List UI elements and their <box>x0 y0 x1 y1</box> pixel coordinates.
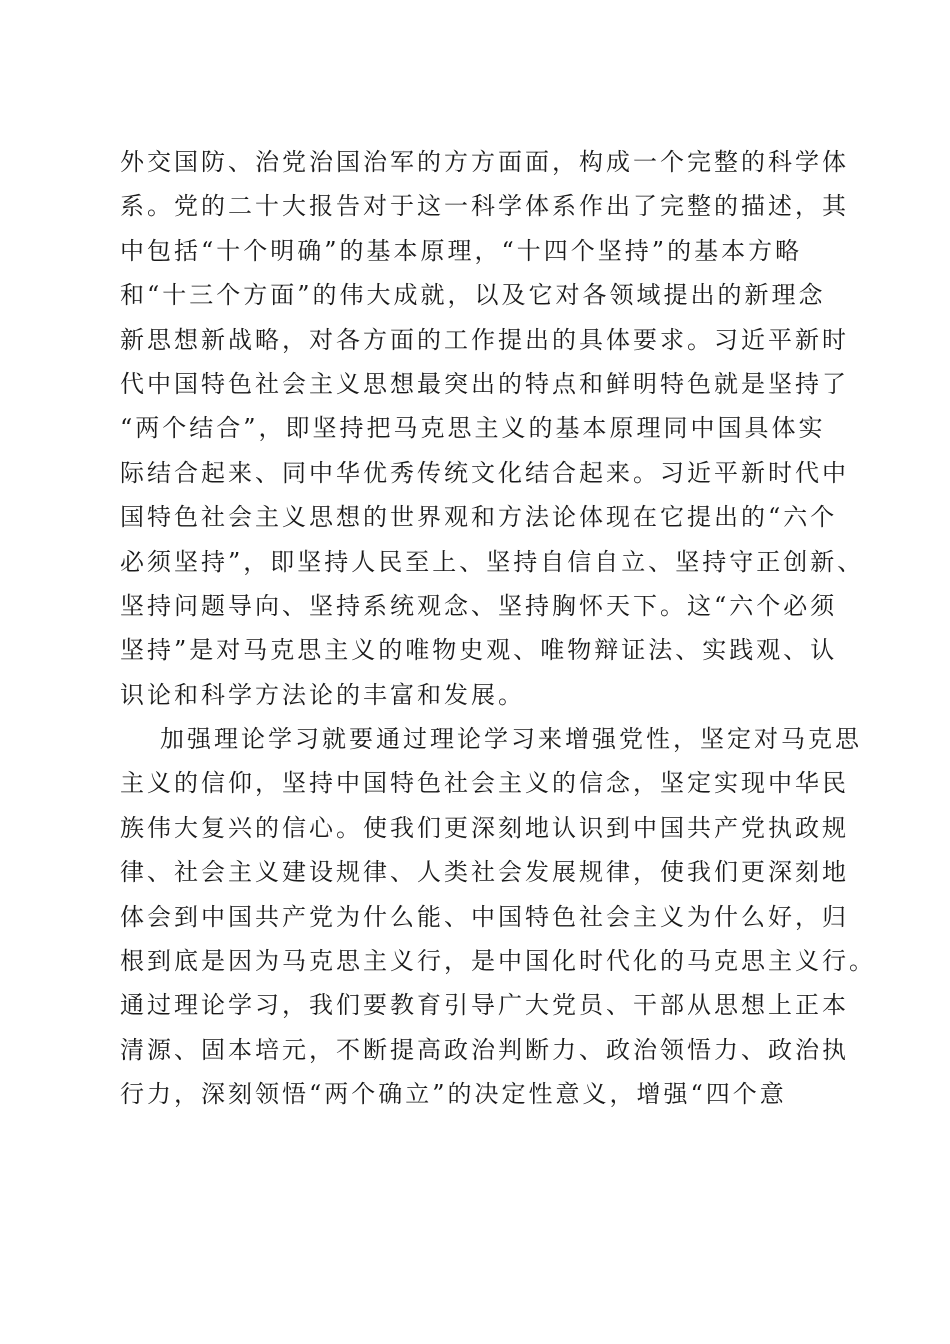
text-line: 体会到中国共产党为什么能、中国特色社会主义为什么好，归 <box>120 902 849 931</box>
text-line: 代中国特色社会主义思想最突出的特点和鲜明特色就是坚持了 <box>120 369 849 398</box>
paragraph-first-line: 加强理论学习就要通过理论学习来增强党性，坚定对马克思 <box>160 725 862 754</box>
text-line: 和“十三个方面”的伟大成就，以及它对各领域提出的新理念 <box>120 281 826 310</box>
text-line: “两个结合”，即坚持把马克思主义的基本原理同中国具体实 <box>120 414 826 443</box>
text-line: 国特色社会主义思想的世界观和方法论体现在它提出的“六个 <box>120 503 838 532</box>
text-line: 通过理论学习，我们要教育引导广大党员、干部从思想上正本 <box>120 991 849 1020</box>
text-line: 必须坚持”，即坚持人民至上、坚持自信自立、坚持守正创新、 <box>120 547 865 576</box>
body-text <box>120 140 876 1117</box>
text-line: 坚持”是对马克思主义的唯物史观、唯物辩证法、实践观、认 <box>120 636 838 665</box>
text-line: 律、社会主义建设规律、人类社会发展规律，使我们更深刻地 <box>120 858 849 887</box>
text-line: 坚持问题导向、坚持系统观念、坚持胸怀天下。这“六个必须 <box>120 591 838 620</box>
text-line: 行力，深刻领悟“两个确立”的决定性意义，增强“四个意 <box>120 1080 787 1109</box>
text-line: 族伟大复兴的信心。使我们更深刻地认识到中国共产党执政规 <box>120 813 849 842</box>
text-line: 外交国防、治党治国治军的方方面面，构成一个完整的科学体 <box>120 148 849 176</box>
text-line: 中包括“十个明确”的基本原理，“十四个坚持”的基本方略 <box>120 236 803 265</box>
text-line: 主义的信仰，坚持中国特色社会主义的信念，坚定实现中华民 <box>120 769 849 798</box>
text-line: 系。党的二十大报告对于这一科学体系作出了完整的描述，其 <box>120 192 849 221</box>
text-line: 新思想新战略，对各方面的工作提出的具体要求。习近平新时 <box>120 325 849 354</box>
text-line: 根到底是因为马克思主义行，是中国化时代化的马克思主义行。 <box>120 947 876 976</box>
text-line: 识论和科学方法论的丰富和发展。 <box>120 680 525 709</box>
text-line: 清源、固本培元，不断提高政治判断力、政治领悟力、政治执 <box>120 1035 849 1064</box>
text-line: 际结合起来、同中华优秀传统文化结合起来。习近平新时代中 <box>120 458 849 487</box>
